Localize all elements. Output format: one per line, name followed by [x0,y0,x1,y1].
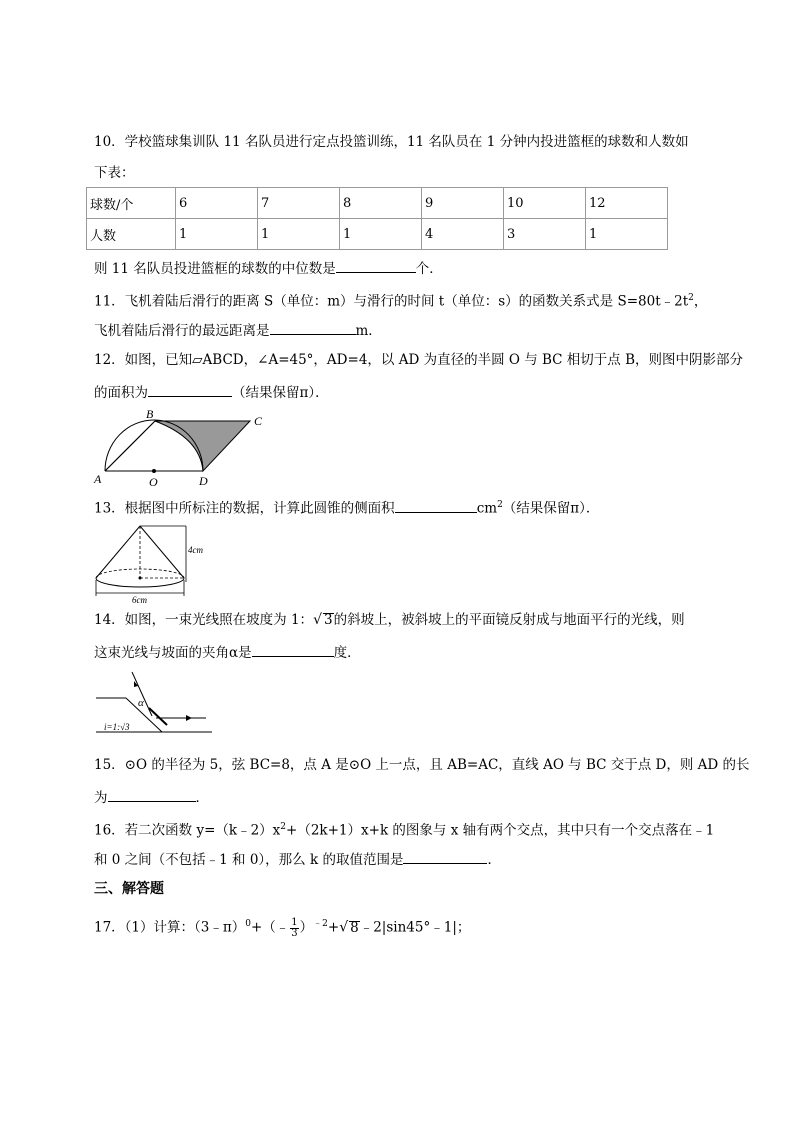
light-slope-figure [94,666,214,738]
table-cell: 球数/个 [87,188,176,219]
answer-blank [108,787,196,802]
answer-blank [403,849,487,864]
q11-line2: 飞机着陆后滑行的最远距离是 m． [94,320,382,340]
label-a: A [94,472,102,486]
q13-line1: 13．根据图中所标注的数据，计算此圆锥的侧面积 $cm^2$（结果保留π）． [94,496,599,518]
label-d: D [199,474,208,488]
answer-blank [395,498,477,513]
table-cell: 7 [258,188,340,219]
alpha-label: α [138,697,144,709]
table-cell: 1 [586,219,668,250]
table-cell: 人数 [87,219,176,250]
table-cell: 12 [586,188,668,219]
q10-line2: 下表： [94,165,135,181]
answer-blank [270,320,356,335]
cone-figure [90,520,215,606]
q10-line3: 则 11 名队员投进篮框的球数的中位数是 个． [94,258,443,278]
section-heading: 三、解答题 [94,881,164,897]
height-label: 4cm [188,545,203,555]
q16-line2: 和 0 之间（不包括﹣1 和 0），那么 k 的取值范围是 ． [94,849,501,869]
q11-line1: 11．飞机着陆后滑行的距离 S（单位：m）与滑行的时间 t（单位：s）的函数关系式是 $S=80t﹣2t^2$， [94,293,708,310]
q16-line1: 16．若二次函数 $y=(k﹣2)x^2+(2k+1)x+k$ 的图象与 x 轴有两个交点，其中只有一个交点落在﹣1 [94,822,715,839]
table-cell: 3 [504,219,586,250]
label-b: B [146,408,154,421]
table-cell: 6 [176,188,258,219]
arrow-icon [186,715,192,721]
fraction: $\frac{1}{3}$ [291,916,298,939]
center-point-o [152,469,156,473]
q14-line1: 14．如图，一束光线照在坡度为 1：√ 3的斜坡上，被斜坡上的平面镜反射成与地面平行的光线，则 [94,612,685,628]
table-row [87,219,668,250]
q15-line1: 15．⊙O 的半径为 5，弦 BC=8，点 A 是⊙O 上一点，且 AB=AC，直线 AO 与 BC 交于点 D，则 AD 的长 [94,757,750,773]
slope-label: i=1:√3 [104,722,130,732]
table-cell: 9 [422,188,504,219]
base-center [139,577,142,580]
table-cell: 8 [340,188,422,219]
q15-line2: 为 ． [94,787,209,807]
table-cell: 1 [176,219,258,250]
answer-blank [148,382,232,397]
answer-blank [336,258,416,273]
table-cell: 1 [340,219,422,250]
q12-line2: 的面积为 （结果保留π）． [94,382,329,402]
table-cell: 4 [422,219,504,250]
table-row [87,188,668,219]
basketball-stats-table [86,187,668,250]
q12-line1: 12．如图，已知▱ABCD，∠A=45°，AD=4，以 AD 为直径的半圆 O 与 BC 相切于点 B，则图中阴影部分 [94,352,744,368]
answer-blank [252,642,334,657]
diameter-label: 6cm [132,595,147,605]
table-cell: 10 [504,188,586,219]
cone-left-side [96,526,140,578]
label-o: O [149,475,158,489]
q10-line1: 10．学校篮球集训队 11 名队员进行定点投篮训练，11 名队员在 1 分钟内投进篮框的球数和人数如 [94,134,689,150]
label-c: C [254,414,263,428]
q14-line2: 这束光线与坡面的夹角α是 度． [94,642,361,662]
table-cell: 1 [258,219,340,250]
side-ab [105,421,155,471]
parallelogram-semicircle-figure [90,408,275,490]
q17-line1: 17．（1）计算：（3﹣π）$^0$+（﹣ $\frac{1}{3}$ ）$^{﹣2}$+√ 8﹣2|sin45°﹣1|； [94,916,471,939]
light-ray-incident [132,672,152,716]
